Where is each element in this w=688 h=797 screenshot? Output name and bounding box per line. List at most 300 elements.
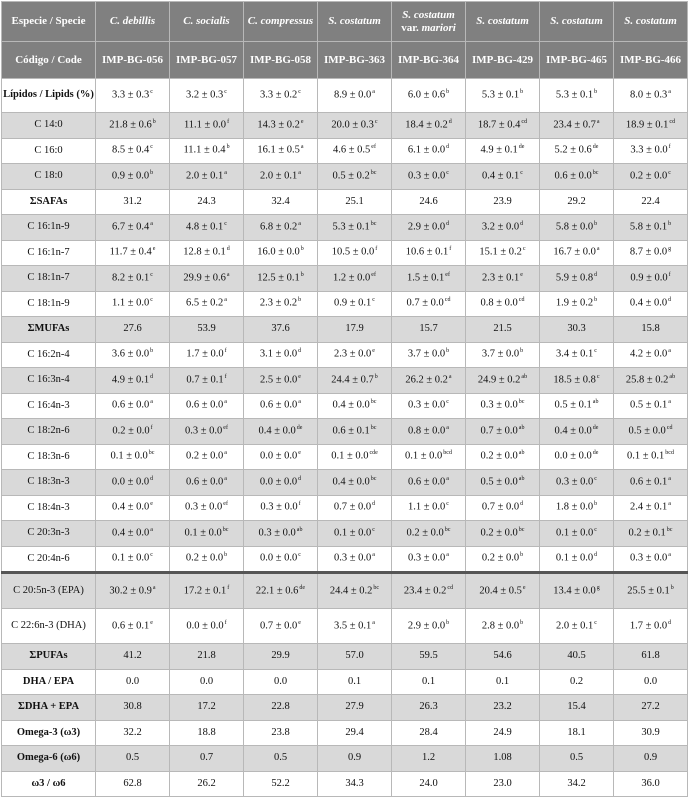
cell-value: 0.7 ± 0.1 bbox=[186, 374, 224, 386]
value-cell bbox=[392, 164, 466, 190]
cell-value: 26.2 bbox=[197, 777, 216, 789]
cell-value: 25.5 ± 0.1 bbox=[627, 585, 670, 597]
significance-letter: a bbox=[298, 399, 301, 406]
significance-letter: cd bbox=[444, 297, 451, 304]
significance-letter: b bbox=[300, 246, 304, 253]
value-cell bbox=[96, 240, 170, 266]
row-label: Lípidos / Lipids (%) bbox=[2, 79, 96, 113]
cell-value: 0.5 ± 0.1 bbox=[554, 399, 592, 411]
value-cell bbox=[96, 573, 170, 609]
significance-letter: e bbox=[298, 450, 301, 457]
significance-letter: a bbox=[224, 399, 227, 406]
cell-value: 0.1 ± 0.0 bbox=[405, 450, 443, 462]
value-cell bbox=[540, 746, 614, 772]
cell-value: 30.9 bbox=[641, 726, 660, 738]
value-cell bbox=[170, 695, 244, 721]
value-cell bbox=[318, 393, 392, 419]
significance-letter: bc bbox=[222, 526, 229, 533]
significance-letter: c bbox=[372, 297, 375, 304]
cell-value: 0.6 ± 0.0 bbox=[260, 399, 298, 411]
table-row bbox=[2, 609, 688, 644]
significance-letter: ab bbox=[521, 373, 528, 380]
cell-value: 6.8 ± 0.2 bbox=[260, 221, 298, 233]
value-cell bbox=[170, 573, 244, 609]
value-cell bbox=[170, 746, 244, 772]
value-cell bbox=[540, 393, 614, 419]
cell-value: 5.9 ± 0.8 bbox=[555, 272, 594, 284]
table-row bbox=[2, 573, 688, 609]
cell-value: 0.5 bbox=[569, 752, 584, 764]
value-cell bbox=[540, 317, 614, 343]
significance-letter: b bbox=[374, 373, 378, 380]
table-row bbox=[2, 393, 688, 419]
value-cell bbox=[318, 546, 392, 573]
significance-letter: g bbox=[668, 246, 672, 253]
cell-value: 2.3 ± 0.1 bbox=[482, 272, 520, 284]
species-variety: mariori bbox=[421, 21, 456, 34]
table-row bbox=[2, 771, 688, 797]
significance-letter: d bbox=[520, 501, 524, 508]
significance-letter: f bbox=[298, 501, 301, 508]
significance-letter: c bbox=[150, 144, 153, 151]
cell-value: 15.8 bbox=[641, 323, 660, 335]
cell-value: 2.3 ± 0.2 bbox=[259, 297, 298, 309]
value-cell bbox=[318, 746, 392, 772]
cell-value: 3.6 ± 0.0 bbox=[111, 348, 150, 360]
value-cell bbox=[392, 393, 466, 419]
value-cell bbox=[614, 746, 688, 772]
value-cell bbox=[466, 495, 540, 521]
cell-value: 62.8 bbox=[123, 777, 142, 789]
value-cell bbox=[244, 609, 318, 644]
significance-letter: f bbox=[375, 246, 378, 253]
value-cell bbox=[170, 164, 244, 190]
cell-value: 0.7 ± 0.0 bbox=[333, 501, 372, 513]
significance-letter: e bbox=[150, 619, 153, 626]
significance-letter: b bbox=[224, 552, 228, 559]
value-cell bbox=[318, 138, 392, 164]
significance-letter: c bbox=[596, 373, 600, 380]
cell-value: 1.1 ± 0.0 bbox=[112, 297, 150, 309]
value-cell bbox=[392, 368, 466, 394]
significance-letter: ab bbox=[518, 450, 525, 457]
value-cell bbox=[244, 746, 318, 772]
significance-letter: a bbox=[668, 399, 671, 406]
row-label: C 16:2n-4 bbox=[2, 342, 96, 368]
value-cell bbox=[170, 419, 244, 445]
strain-code: IMP-BG-363 bbox=[318, 42, 392, 79]
value-cell bbox=[96, 342, 170, 368]
value-cell bbox=[392, 521, 466, 547]
value-cell bbox=[96, 470, 170, 496]
cell-value: 0.5 ± 0.0 bbox=[628, 425, 666, 437]
significance-letter: a bbox=[668, 501, 671, 508]
value-cell bbox=[318, 240, 392, 266]
significance-letter: b bbox=[520, 619, 524, 626]
cell-value: 0.4 ± 0.0 bbox=[332, 476, 370, 488]
value-cell bbox=[244, 138, 318, 164]
cell-value: 29.2 bbox=[567, 195, 586, 207]
significance-letter: b bbox=[446, 89, 450, 96]
significance-letter: d bbox=[226, 246, 230, 253]
value-cell bbox=[170, 644, 244, 670]
significance-letter: d bbox=[150, 373, 154, 380]
significance-letter: bc bbox=[148, 450, 155, 457]
value-cell bbox=[466, 521, 540, 547]
cell-value: 0.3 ± 0.0 bbox=[408, 170, 446, 182]
value-cell bbox=[614, 189, 688, 215]
value-cell bbox=[96, 720, 170, 746]
cell-value: 4.9 ± 0.1 bbox=[480, 144, 518, 156]
significance-letter: cd bbox=[447, 584, 454, 591]
significance-letter: c bbox=[446, 169, 449, 176]
value-cell bbox=[540, 240, 614, 266]
value-cell bbox=[614, 609, 688, 644]
table-row bbox=[2, 317, 688, 343]
value-cell bbox=[540, 164, 614, 190]
cell-value: 0.0 ± 0.0 bbox=[111, 476, 150, 488]
cell-value: 0.4 ± 0.0 bbox=[332, 399, 370, 411]
cell-value: 5.8 ± 0.1 bbox=[629, 221, 668, 233]
value-cell bbox=[318, 573, 392, 609]
cell-value: 25.1 bbox=[345, 195, 364, 207]
cell-value: 29.9 bbox=[271, 650, 290, 662]
row-label: C 16:0 bbox=[2, 138, 96, 164]
significance-letter: d bbox=[594, 552, 598, 559]
significance-letter: a bbox=[668, 552, 671, 559]
cell-value: 3.4 ± 0.1 bbox=[556, 348, 594, 360]
cell-value: 22.4 bbox=[641, 195, 660, 207]
value-cell bbox=[614, 113, 688, 139]
table-row bbox=[2, 470, 688, 496]
cell-value: 0.6 ± 0.1 bbox=[630, 476, 668, 488]
significance-letter: a bbox=[152, 584, 156, 591]
value-cell bbox=[540, 609, 614, 644]
table-row bbox=[2, 644, 688, 670]
significance-letter: c bbox=[594, 348, 597, 355]
cell-value: 0.2 ± 0.0 bbox=[185, 552, 224, 564]
value-cell bbox=[170, 240, 244, 266]
cell-value: 0.2 ± 0.0 bbox=[630, 170, 668, 182]
cell-value: 0.1 ± 0.0 bbox=[112, 552, 150, 564]
cell-value: 27.6 bbox=[123, 323, 142, 335]
row-label: Omega-3 (ω3) bbox=[2, 720, 96, 746]
value-cell bbox=[614, 470, 688, 496]
value-cell bbox=[170, 546, 244, 573]
cell-value: 21.5 bbox=[493, 323, 512, 335]
value-cell bbox=[392, 546, 466, 573]
value-cell bbox=[170, 444, 244, 470]
value-cell bbox=[540, 720, 614, 746]
significance-letter: b bbox=[668, 220, 672, 227]
cell-value: 10.5 ± 0.0 bbox=[331, 246, 375, 258]
cell-value: 8.5 ± 0.4 bbox=[112, 144, 150, 156]
value-cell bbox=[96, 444, 170, 470]
value-cell bbox=[244, 79, 318, 113]
cell-value: 30.2 ± 0.9 bbox=[109, 585, 152, 597]
significance-letter: c bbox=[150, 271, 153, 278]
value-cell bbox=[96, 393, 170, 419]
significance-letter: de bbox=[296, 424, 303, 431]
significance-letter: cde bbox=[369, 450, 378, 457]
cell-value: 0.1 ± 0.0 bbox=[331, 450, 369, 462]
table-row bbox=[2, 113, 688, 139]
species-header-row bbox=[2, 2, 688, 42]
value-cell bbox=[466, 746, 540, 772]
cell-value: 3.3 ± 0.0 bbox=[630, 144, 668, 156]
cell-value: 5.3 ± 0.1 bbox=[481, 89, 520, 101]
cell-value: 11.7 ± 0.4 bbox=[109, 246, 152, 258]
value-cell bbox=[318, 79, 392, 113]
cell-value: 0.5 bbox=[273, 752, 288, 764]
cell-value: 18.5 ± 0.8 bbox=[553, 374, 596, 386]
row-label: C 20:4n-6 bbox=[2, 546, 96, 573]
cell-value: 0.9 ± 0.0 bbox=[111, 170, 150, 182]
cell-value: 0.3 ± 0.0 bbox=[480, 399, 518, 411]
species-name: S. costatum bbox=[466, 2, 540, 42]
cell-value: 24.3 bbox=[197, 195, 216, 207]
significance-letter: a bbox=[596, 246, 600, 253]
strain-code: IMP-BG-429 bbox=[466, 42, 540, 79]
cell-value: 0.6 ± 0.0 bbox=[554, 170, 592, 182]
cell-value: 16.0 ± 0.0 bbox=[257, 246, 300, 258]
value-cell bbox=[466, 342, 540, 368]
cell-value: 31.2 bbox=[123, 195, 142, 207]
significance-letter: e bbox=[522, 584, 526, 591]
value-cell bbox=[244, 495, 318, 521]
value-cell bbox=[244, 720, 318, 746]
significance-letter: d bbox=[372, 501, 376, 508]
value-cell bbox=[170, 266, 244, 292]
value-cell bbox=[540, 546, 614, 573]
value-cell bbox=[318, 291, 392, 317]
row-label: C 22:6n-3 (DHA) bbox=[2, 609, 96, 644]
cell-value: 0.2 ± 0.0 bbox=[186, 450, 224, 462]
value-cell bbox=[244, 521, 318, 547]
significance-letter: d bbox=[298, 475, 302, 482]
significance-letter: f bbox=[224, 373, 227, 380]
value-cell bbox=[244, 393, 318, 419]
significance-letter: e bbox=[152, 246, 156, 253]
table-row bbox=[2, 79, 688, 113]
significance-letter: b bbox=[594, 89, 598, 96]
significance-letter: c bbox=[446, 501, 449, 508]
value-cell bbox=[392, 79, 466, 113]
significance-letter: b bbox=[520, 552, 524, 559]
cell-value: 0.3 ± 0.0 bbox=[556, 476, 594, 488]
cell-value: 0.0 ± 0.0 bbox=[554, 450, 592, 462]
value-cell bbox=[614, 419, 688, 445]
value-cell bbox=[466, 266, 540, 292]
cell-value: 0.0 bbox=[273, 675, 288, 687]
value-cell bbox=[614, 521, 688, 547]
cell-value: 17.2 ± 0.1 bbox=[183, 585, 227, 597]
cell-value: 0.2 ± 0.0 bbox=[481, 552, 520, 564]
value-cell bbox=[96, 291, 170, 317]
value-cell bbox=[318, 521, 392, 547]
significance-letter: ab bbox=[669, 373, 676, 380]
value-cell bbox=[392, 669, 466, 695]
cell-value: 22.1 ± 0.6 bbox=[255, 585, 299, 597]
cell-value: 0.1 ± 0.0 bbox=[334, 527, 372, 539]
value-cell bbox=[318, 342, 392, 368]
significance-letter: bc bbox=[592, 169, 599, 176]
value-cell bbox=[540, 342, 614, 368]
cell-value: 0.3 ± 0.0 bbox=[185, 425, 223, 437]
cell-value: 3.7 ± 0.0 bbox=[407, 348, 446, 360]
significance-letter: f bbox=[227, 118, 230, 125]
value-cell bbox=[318, 771, 392, 797]
cell-value: 0.6 ± 0.0 bbox=[112, 399, 150, 411]
cell-value: 8.9 ± 0.0 bbox=[334, 89, 372, 101]
value-cell bbox=[614, 393, 688, 419]
value-cell bbox=[170, 771, 244, 797]
significance-letter: a bbox=[224, 450, 227, 457]
significance-letter: f bbox=[668, 271, 671, 278]
value-cell bbox=[614, 291, 688, 317]
cell-value: 6.0 ± 0.6 bbox=[407, 89, 446, 101]
value-cell bbox=[540, 138, 614, 164]
significance-letter: a bbox=[372, 619, 375, 626]
value-cell bbox=[466, 368, 540, 394]
value-cell bbox=[466, 573, 540, 609]
cell-value: 18.7 ± 0.4 bbox=[477, 119, 521, 131]
cell-value: 10.6 ± 0.1 bbox=[405, 246, 449, 258]
significance-letter: de bbox=[592, 424, 599, 431]
cell-value: 0.6 ± 0.0 bbox=[186, 476, 224, 488]
value-cell bbox=[392, 317, 466, 343]
cell-value: 0.6 ± 0.0 bbox=[186, 399, 224, 411]
table-row bbox=[2, 291, 688, 317]
significance-letter: g bbox=[596, 584, 600, 591]
table-row bbox=[2, 444, 688, 470]
significance-letter: d bbox=[446, 144, 450, 151]
cell-value: 22.8 bbox=[271, 701, 290, 713]
significance-letter: c bbox=[522, 246, 526, 253]
significance-letter: a bbox=[372, 552, 375, 559]
species-name: C. compressus bbox=[244, 2, 318, 42]
value-cell bbox=[392, 240, 466, 266]
significance-letter: cd bbox=[666, 424, 673, 431]
significance-letter: ef bbox=[223, 424, 228, 431]
value-cell bbox=[392, 495, 466, 521]
value-cell bbox=[392, 266, 466, 292]
value-cell bbox=[170, 317, 244, 343]
value-cell bbox=[318, 720, 392, 746]
significance-letter: b bbox=[300, 271, 304, 278]
species-header-label: Especie / Specie bbox=[2, 2, 96, 42]
value-cell bbox=[318, 266, 392, 292]
significance-letter: a bbox=[372, 89, 375, 96]
significance-letter: d bbox=[520, 220, 524, 227]
cell-value: 0.0 bbox=[125, 675, 140, 687]
value-cell bbox=[392, 189, 466, 215]
significance-letter: ef bbox=[223, 501, 228, 508]
significance-letter: b bbox=[152, 118, 156, 125]
cell-value: 53.9 bbox=[197, 323, 216, 335]
significance-letter: b bbox=[670, 584, 674, 591]
cell-value: 0.3 ± 0.0 bbox=[260, 501, 298, 513]
cell-value: 52.2 bbox=[271, 777, 290, 789]
cell-value: 3.2 ± 0.3 bbox=[186, 89, 224, 101]
table-row bbox=[2, 138, 688, 164]
value-cell bbox=[614, 720, 688, 746]
significance-letter: c bbox=[224, 220, 227, 227]
significance-letter: de bbox=[518, 144, 525, 151]
significance-letter: ef bbox=[445, 271, 450, 278]
value-cell bbox=[392, 113, 466, 139]
value-cell bbox=[540, 495, 614, 521]
cell-value: 0.7 ± 0.0 bbox=[480, 425, 518, 437]
cell-value: 3.3 ± 0.2 bbox=[260, 89, 298, 101]
cell-value: 0.4 ± 0.1 bbox=[482, 170, 520, 182]
value-cell bbox=[96, 695, 170, 721]
significance-letter: d bbox=[448, 118, 452, 125]
value-cell bbox=[318, 470, 392, 496]
significance-letter: a bbox=[300, 144, 304, 151]
value-cell bbox=[96, 113, 170, 139]
value-cell bbox=[96, 138, 170, 164]
significance-letter: e bbox=[298, 373, 301, 380]
value-cell bbox=[170, 393, 244, 419]
value-cell bbox=[244, 368, 318, 394]
cell-value: 24.9 ± 0.2 bbox=[477, 374, 521, 386]
value-cell bbox=[96, 266, 170, 292]
cell-value: 54.6 bbox=[493, 650, 512, 662]
value-cell bbox=[466, 771, 540, 797]
significance-letter: c bbox=[298, 552, 301, 559]
cell-value: 21.8 bbox=[197, 650, 216, 662]
species-name: C. socialis bbox=[170, 2, 244, 42]
cell-value: 2.0 ± 0.1 bbox=[556, 620, 594, 632]
value-cell bbox=[244, 164, 318, 190]
value-cell bbox=[466, 419, 540, 445]
cell-value: 0.2 ± 0.1 bbox=[628, 527, 666, 539]
species-name: S. costatum var. mariori bbox=[392, 2, 466, 42]
cell-value: 12.5 ± 0.1 bbox=[257, 272, 300, 284]
significance-letter: c bbox=[372, 526, 375, 533]
significance-letter: bc bbox=[444, 526, 451, 533]
cell-value: 2.3 ± 0.0 bbox=[334, 348, 372, 360]
row-label: DHA / EPA bbox=[2, 669, 96, 695]
cell-value: 0.2 ± 0.0 bbox=[406, 527, 444, 539]
row-label: C 16:3n-4 bbox=[2, 368, 96, 394]
significance-letter: cd bbox=[518, 297, 525, 304]
value-cell bbox=[318, 419, 392, 445]
cell-value: 26.2 ± 0.2 bbox=[405, 374, 448, 386]
significance-letter: d bbox=[668, 619, 672, 626]
significance-letter: ab bbox=[518, 424, 525, 431]
cell-value: 34.3 bbox=[345, 777, 364, 789]
table-row bbox=[2, 266, 688, 292]
cell-value: 0.3 ± 0.0 bbox=[258, 527, 296, 539]
value-cell bbox=[392, 291, 466, 317]
significance-letter: a bbox=[668, 89, 671, 96]
row-label: C 20:3n-3 bbox=[2, 521, 96, 547]
value-cell bbox=[318, 368, 392, 394]
value-cell bbox=[170, 669, 244, 695]
value-cell bbox=[614, 546, 688, 573]
cell-value: 21.8 ± 0.6 bbox=[109, 119, 152, 131]
significance-letter: bc bbox=[370, 399, 377, 406]
cell-value: 1.2 bbox=[421, 752, 436, 764]
value-cell bbox=[466, 291, 540, 317]
row-label: C 14:0 bbox=[2, 113, 96, 139]
value-cell bbox=[392, 746, 466, 772]
value-cell bbox=[244, 342, 318, 368]
value-cell bbox=[170, 138, 244, 164]
value-cell bbox=[318, 609, 392, 644]
